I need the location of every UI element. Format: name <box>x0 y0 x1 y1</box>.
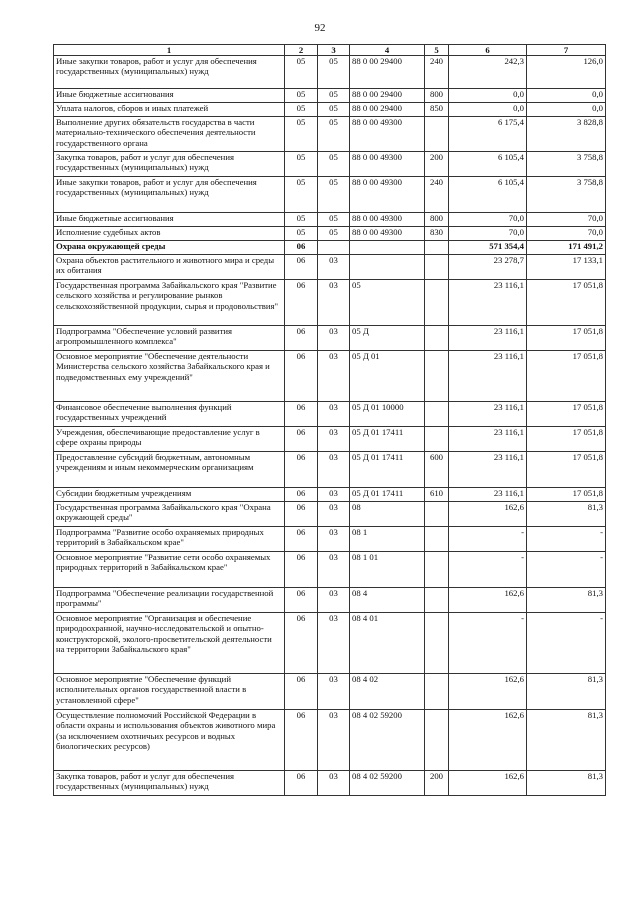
row-amount-2-cell: 17 051,8 <box>527 452 606 488</box>
row-target-article-cell: 05 Д 01 17411 <box>350 452 425 488</box>
row-target-article-cell: 88 0 00 49300 <box>350 177 425 213</box>
row-amount-1-cell: 6 105,4 <box>449 177 527 213</box>
row-target-article-cell: 08 4 02 59200 <box>350 710 425 771</box>
row-target-article-cell: 88 0 00 49300 <box>350 117 425 152</box>
row-subsection-cell: 03 <box>318 402 350 427</box>
row-subsection-cell: 05 <box>318 89 350 103</box>
row-amount-2-cell: 81,3 <box>527 588 606 613</box>
row-section-cell: 06 <box>285 674 318 710</box>
row-amount-1-cell: 70,0 <box>449 213 527 227</box>
row-amount-1-cell: 23 116,1 <box>449 351 527 402</box>
row-target-article-cell: 08 <box>350 502 425 527</box>
row-subsection-cell: 03 <box>318 452 350 488</box>
row-section-cell: 05 <box>285 117 318 152</box>
row-expense-type-cell: 800 <box>425 213 449 227</box>
header-col-2: 2 <box>285 45 318 56</box>
row-expense-type-cell <box>425 613 449 674</box>
row-subsection-cell: 05 <box>318 213 350 227</box>
row-subsection-cell: 05 <box>318 117 350 152</box>
row-amount-2-cell: - <box>527 613 606 674</box>
row-amount-2-cell: 17 051,8 <box>527 402 606 427</box>
table-row <box>54 674 606 710</box>
row-section-cell: 06 <box>285 588 318 613</box>
row-name-cell: Основное мероприятие "Организация и обеспечение природоохранной, научно-исследовательской и опытно- конструкторской, эколого-просветительской деятельности на территории Забайкальского края" <box>54 613 285 674</box>
row-subsection-cell: 03 <box>318 255 350 280</box>
row-amount-2-cell: 17 051,8 <box>527 326 606 351</box>
row-expense-type-cell: 850 <box>425 103 449 117</box>
row-target-article-cell: 88 0 00 49300 <box>350 213 425 227</box>
table-row <box>54 56 606 89</box>
page-number: 92 <box>314 22 326 34</box>
row-section-cell: 06 <box>285 552 318 588</box>
header-col-1: 1 <box>54 45 285 56</box>
row-target-article-cell: 05 Д <box>350 326 425 351</box>
row-name-cell: Субсидии бюджетным учреждениям <box>54 488 285 502</box>
table-row <box>54 280 606 326</box>
row-name-cell: Основное мероприятие "Обеспечение функций исполнительных органов государственной власти в установленной сфере" <box>54 674 285 710</box>
table-row <box>54 402 606 427</box>
budget-table <box>53 44 606 796</box>
table-row <box>54 527 606 552</box>
header-col-6: 6 <box>449 45 527 56</box>
row-target-article-cell: 88 0 00 29400 <box>350 56 425 89</box>
row-amount-1-cell: - <box>449 613 527 674</box>
table-row <box>54 177 606 213</box>
row-subsection-cell: 03 <box>318 710 350 771</box>
row-section-cell: 06 <box>285 326 318 351</box>
row-target-article-cell: 08 4 02 <box>350 674 425 710</box>
row-section-cell: 06 <box>285 452 318 488</box>
row-section-cell: 06 <box>285 427 318 452</box>
row-name-cell: Государственная программа Забайкальского края "Развитие сельского хозяйства и регулирование рынков сельскохозяйственной продукции, сырья и продовольствия" <box>54 280 285 326</box>
row-amount-1-cell: 162,6 <box>449 674 527 710</box>
row-section-cell: 06 <box>285 710 318 771</box>
row-target-article-cell: 05 Д 01 17411 <box>350 488 425 502</box>
row-amount-2-cell: 70,0 <box>527 213 606 227</box>
row-expense-type-cell <box>425 502 449 527</box>
row-expense-type-cell <box>425 710 449 771</box>
table-row <box>54 227 606 241</box>
row-amount-1-cell: 23 116,1 <box>449 452 527 488</box>
table-row <box>54 89 606 103</box>
row-target-article-cell: 08 4 02 59200 <box>350 771 425 796</box>
row-subsection-cell: 03 <box>318 280 350 326</box>
row-name-cell: Подпрограмма "Обеспечение реализации государственной программы" <box>54 588 285 613</box>
row-expense-type-cell <box>425 117 449 152</box>
row-name-cell: Финансовое обеспечение выполнения функций государственных учреждений <box>54 402 285 427</box>
row-expense-type-cell <box>425 588 449 613</box>
row-amount-2-cell: 17 051,8 <box>527 427 606 452</box>
row-target-article-cell: 05 Д 01 17411 <box>350 427 425 452</box>
row-subsection-cell: 05 <box>318 227 350 241</box>
row-amount-2-cell: 126,0 <box>527 56 606 89</box>
table-row <box>54 117 606 152</box>
row-expense-type-cell <box>425 241 449 255</box>
row-section-cell: 05 <box>285 152 318 177</box>
row-expense-type-cell <box>425 427 449 452</box>
row-name-cell: Осуществление полномочий Российской Федерации в области охраны и использования объектов животного мира (за исключением охотничьих ресурсов и водных биологических ресурсов) <box>54 710 285 771</box>
row-expense-type-cell <box>425 552 449 588</box>
row-amount-1-cell: 0,0 <box>449 103 527 117</box>
table-row <box>54 326 606 351</box>
row-section-cell: 06 <box>285 351 318 402</box>
row-section-cell: 06 <box>285 280 318 326</box>
table-row <box>54 502 606 527</box>
row-subsection-cell: 03 <box>318 502 350 527</box>
row-expense-type-cell: 240 <box>425 177 449 213</box>
table-row <box>54 213 606 227</box>
row-expense-type-cell <box>425 280 449 326</box>
row-amount-1-cell: 162,6 <box>449 502 527 527</box>
row-amount-2-cell: 81,3 <box>527 710 606 771</box>
row-name-cell: Иные закупки товаров, работ и услуг для обеспечения государственных (муниципальных) нужд <box>54 56 285 89</box>
row-subsection-cell: 05 <box>318 56 350 89</box>
row-name-cell: Основное мероприятие "Развитие сети особо охраняемых природных территорий в Забайкальском крае" <box>54 552 285 588</box>
table-row <box>54 588 606 613</box>
row-amount-1-cell: 162,6 <box>449 710 527 771</box>
row-section-cell: 06 <box>285 502 318 527</box>
row-name-cell: Иные закупки товаров, работ и услуг для обеспечения государственных (муниципальных) нужд <box>54 177 285 213</box>
row-section-cell: 05 <box>285 213 318 227</box>
row-amount-2-cell: 3 758,8 <box>527 177 606 213</box>
table-row <box>54 771 606 796</box>
row-target-article-cell: 08 4 01 <box>350 613 425 674</box>
row-name-cell: Государственная программа Забайкальского края "Охрана окружающей среды" <box>54 502 285 527</box>
row-name-cell: Иные бюджетные ассигнования <box>54 89 285 103</box>
row-amount-1-cell: - <box>449 552 527 588</box>
header-col-7: 7 <box>527 45 606 56</box>
row-section-cell: 05 <box>285 177 318 213</box>
row-subsection-cell: 03 <box>318 351 350 402</box>
table-row <box>54 452 606 488</box>
row-target-article-cell: 05 Д 01 10000 <box>350 402 425 427</box>
row-target-article-cell <box>350 241 425 255</box>
row-expense-type-cell <box>425 326 449 351</box>
row-amount-2-cell: 17 051,8 <box>527 280 606 326</box>
row-target-article-cell: 88 0 00 29400 <box>350 103 425 117</box>
row-amount-2-cell: 17 051,8 <box>527 351 606 402</box>
row-target-article-cell: 05 Д 01 <box>350 351 425 402</box>
row-amount-1-cell: 23 116,1 <box>449 280 527 326</box>
row-section-cell: 05 <box>285 89 318 103</box>
row-amount-2-cell: 0,0 <box>527 103 606 117</box>
row-amount-2-cell: 3 828,8 <box>527 117 606 152</box>
row-amount-2-cell: 3 758,8 <box>527 152 606 177</box>
header-row <box>54 45 606 56</box>
row-subsection-cell: 03 <box>318 613 350 674</box>
table-row <box>54 103 606 117</box>
row-amount-1-cell: 23 278,7 <box>449 255 527 280</box>
header-col-3: 3 <box>318 45 350 56</box>
row-name-cell: Уплата налогов, сборов и иных платежей <box>54 103 285 117</box>
row-amount-2-cell: - <box>527 527 606 552</box>
row-section-cell: 05 <box>285 227 318 241</box>
row-target-article-cell: 88 0 00 49300 <box>350 227 425 241</box>
row-amount-1-cell: 242,3 <box>449 56 527 89</box>
row-name-cell: Охрана окружающей среды <box>54 241 285 255</box>
row-expense-type-cell <box>425 674 449 710</box>
row-amount-2-cell: 171 491,2 <box>527 241 606 255</box>
row-subsection-cell: 03 <box>318 326 350 351</box>
row-name-cell: Учреждения, обеспечивающие предоставление услуг в сфере охраны природы <box>54 427 285 452</box>
row-section-cell: 06 <box>285 527 318 552</box>
table-row <box>54 710 606 771</box>
row-amount-1-cell: 23 116,1 <box>449 326 527 351</box>
row-amount-2-cell: 81,3 <box>527 502 606 527</box>
row-subsection-cell: 03 <box>318 527 350 552</box>
row-subsection-cell: 03 <box>318 674 350 710</box>
table-row <box>54 255 606 280</box>
table-row <box>54 613 606 674</box>
row-name-cell: Закупка товаров, работ и услуг для обеспечения государственных (муниципальных) нужд <box>54 771 285 796</box>
table-row <box>54 241 606 255</box>
row-expense-type-cell <box>425 255 449 280</box>
row-expense-type-cell: 610 <box>425 488 449 502</box>
row-section-cell: 05 <box>285 56 318 89</box>
row-section-cell: 06 <box>285 613 318 674</box>
row-expense-type-cell <box>425 402 449 427</box>
row-section-cell: 06 <box>285 255 318 280</box>
row-target-article-cell: 08 1 <box>350 527 425 552</box>
row-section-cell: 06 <box>285 771 318 796</box>
row-target-article-cell: 88 0 00 29400 <box>350 89 425 103</box>
row-section-cell: 06 <box>285 402 318 427</box>
row-subsection-cell: 05 <box>318 177 350 213</box>
row-amount-1-cell: 23 116,1 <box>449 427 527 452</box>
row-amount-1-cell: 162,6 <box>449 588 527 613</box>
row-target-article-cell: 88 0 00 49300 <box>350 152 425 177</box>
row-target-article-cell <box>350 255 425 280</box>
table-row <box>54 351 606 402</box>
row-amount-2-cell: 17 051,8 <box>527 488 606 502</box>
row-subsection-cell: 03 <box>318 488 350 502</box>
row-expense-type-cell: 800 <box>425 89 449 103</box>
row-name-cell: Охрана объектов растительного и животного мира и среды их обитания <box>54 255 285 280</box>
row-target-article-cell: 08 4 <box>350 588 425 613</box>
row-amount-1-cell: 571 354,4 <box>449 241 527 255</box>
table-row <box>54 427 606 452</box>
row-expense-type-cell: 600 <box>425 452 449 488</box>
row-expense-type-cell: 200 <box>425 771 449 796</box>
row-name-cell: Исполнение судебных актов <box>54 227 285 241</box>
row-expense-type-cell: 200 <box>425 152 449 177</box>
row-amount-1-cell: 23 116,1 <box>449 402 527 427</box>
table-row <box>54 552 606 588</box>
row-target-article-cell: 08 1 01 <box>350 552 425 588</box>
row-amount-1-cell: 162,6 <box>449 771 527 796</box>
row-amount-1-cell: 23 116,1 <box>449 488 527 502</box>
table-row <box>54 152 606 177</box>
row-target-article-cell: 05 <box>350 280 425 326</box>
row-amount-2-cell: 17 133,1 <box>527 255 606 280</box>
row-subsection-cell: 03 <box>318 427 350 452</box>
row-subsection-cell: 05 <box>318 103 350 117</box>
row-expense-type-cell: 240 <box>425 56 449 89</box>
row-subsection-cell: 03 <box>318 552 350 588</box>
header-col-4: 4 <box>350 45 425 56</box>
row-subsection-cell <box>318 241 350 255</box>
row-amount-2-cell: 81,3 <box>527 771 606 796</box>
row-name-cell: Подпрограмма "Развитие особо охраняемых природных территорий в Забайкальском крае" <box>54 527 285 552</box>
row-expense-type-cell: 830 <box>425 227 449 241</box>
row-expense-type-cell <box>425 527 449 552</box>
row-amount-1-cell: - <box>449 527 527 552</box>
row-subsection-cell: 03 <box>318 588 350 613</box>
row-name-cell: Закупка товаров, работ и услуг для обеспечения государственных (муниципальных) нужд <box>54 152 285 177</box>
row-name-cell: Выполнение других обязательств государства в части материально-технического обеспечения деятельности государственного органа <box>54 117 285 152</box>
row-amount-2-cell: 81,3 <box>527 674 606 710</box>
row-expense-type-cell <box>425 351 449 402</box>
row-amount-1-cell: 0,0 <box>449 89 527 103</box>
row-section-cell: 06 <box>285 241 318 255</box>
row-amount-1-cell: 6 105,4 <box>449 152 527 177</box>
row-section-cell: 06 <box>285 488 318 502</box>
row-name-cell: Основное мероприятие "Обеспечение деятельности Министерства сельского хозяйства Забайкальского края и подведомственных ему учреждений" <box>54 351 285 402</box>
row-subsection-cell: 05 <box>318 152 350 177</box>
row-name-cell: Подпрограмма "Обеспечение условий развития агропромышленного комплекса" <box>54 326 285 351</box>
header-col-5: 5 <box>425 45 449 56</box>
row-name-cell: Иные бюджетные ассигнования <box>54 213 285 227</box>
row-amount-2-cell: 0,0 <box>527 89 606 103</box>
row-name-cell: Предоставление субсидий бюджетным, автономным учреждениям и иным некоммерческим организациям <box>54 452 285 488</box>
row-amount-2-cell: - <box>527 552 606 588</box>
row-amount-1-cell: 6 175,4 <box>449 117 527 152</box>
table-body <box>54 56 606 796</box>
row-amount-2-cell: 70,0 <box>527 227 606 241</box>
row-subsection-cell: 03 <box>318 771 350 796</box>
row-section-cell: 05 <box>285 103 318 117</box>
row-amount-1-cell: 70,0 <box>449 227 527 241</box>
table-row <box>54 488 606 502</box>
